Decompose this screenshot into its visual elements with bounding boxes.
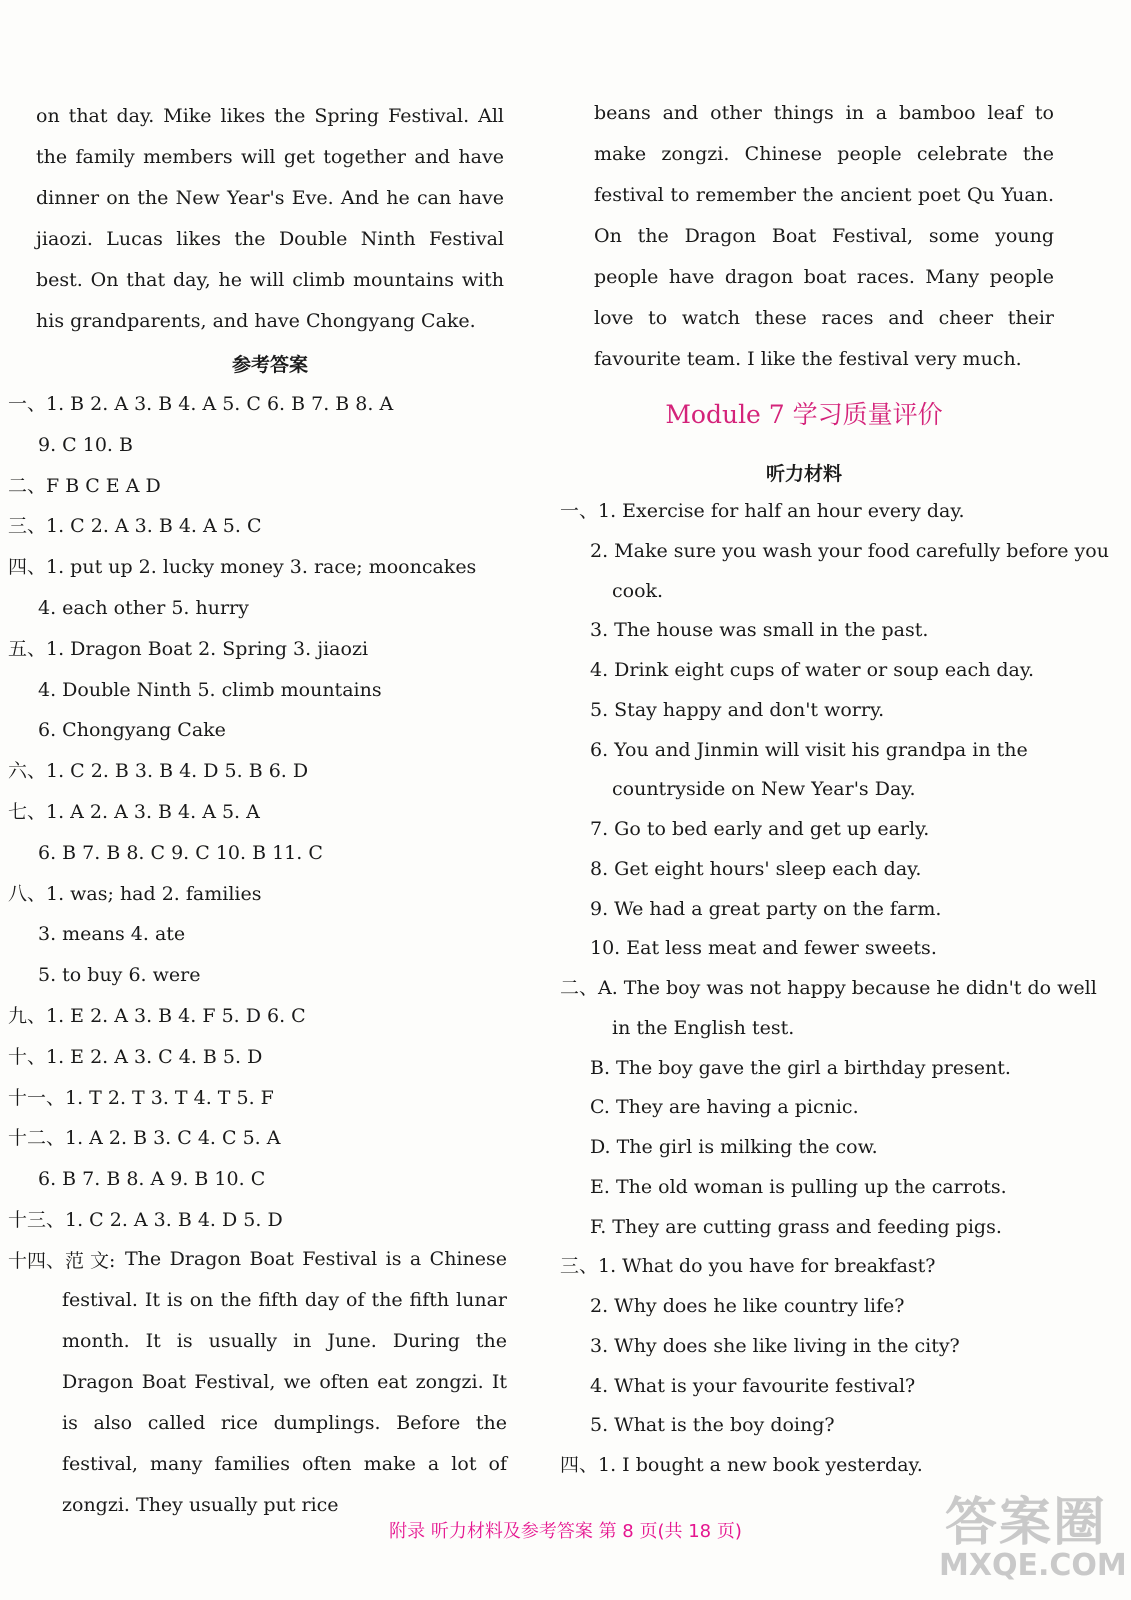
answer-line: 五、1. Dragon Boat 2. Spring 3. jiaozi xyxy=(8,637,369,660)
listening-line: 一、1. Exercise for half an hour every day. xyxy=(560,500,965,522)
answer-line: 6. B 7. B 8. A 9. B 10. C xyxy=(38,1168,266,1191)
answer-line: 4. Double Ninth 5. climb mountains xyxy=(38,678,382,701)
listening-line: 4. What is your favourite festival? xyxy=(590,1374,916,1397)
story-end-paragraph: on that day. Mike likes the Spring Festival. All the family members will get together and have dinner on the New Year's Eve. And he can have jiaozi. Lucas likes the Double Ninth Festival best. On that day, he will climb mountains with his grandparents, and have Chongyang Cake. xyxy=(36,105,504,332)
page-footer: 附录 听力材料及参考答案 第 8 页(共 18 页) xyxy=(389,1521,742,1542)
answer-line: 四、1. put up 2. lucky money 3. race; mooncakes xyxy=(8,556,477,579)
answer-line: 一、1. B 2. A 3. B 4. A 5. C 6. B 7. B 8. A xyxy=(8,393,394,415)
answer-line: 5. to buy 6. were xyxy=(38,964,201,987)
listening-line: 7. Go to bed early and get up early. xyxy=(590,818,930,840)
answer-line: 十、1. E 2. A 3. C 4. B 5. D xyxy=(8,1045,263,1068)
answers-heading: 参考答案 xyxy=(231,354,308,376)
answer-line: 6. Chongyang Cake xyxy=(38,719,226,742)
answer-line: 八、1. was; had 2. families xyxy=(8,882,262,905)
listening-line: D. The girl is milking the cow. xyxy=(590,1136,878,1158)
answer-line: 六、1. C 2. B 3. B 4. D 5. B 6. D xyxy=(8,760,309,783)
listening-line: E. The old woman is pulling up the carrots. xyxy=(590,1175,1007,1198)
listening-line: B. The boy gave the girl a birthday present. xyxy=(590,1056,1011,1079)
listening-line: 9. We had a great party on the farm. xyxy=(590,897,942,920)
answer-line: 三、1. C 2. A 3. B 4. A 5. C xyxy=(8,515,262,538)
listening-line: 3. The house was small in the past. xyxy=(590,619,929,642)
essay-paragraph: The Dragon Boat Festival is a Chinese festival. It is on the fifth day of the fifth lunar month. It is usually in June. During the Dragon Boat Festival, we often eat zongzi. It is also called rice dumplings. Before the festival, many families often make a lot of zongzi. They usually put rice xyxy=(62,1248,507,1516)
listening-line: 5. Stay happy and don't worry. xyxy=(590,698,885,721)
essay-end-paragraph: beans and other things in a bamboo leaf to make zongzi. Chinese people celebrate the festival to remember the ancient poet Qu Yuan. On the Dragon Boat Festival, some young people have dragon boat races. Many people love to watch these races and cheer their favourite team. I like the festival very much. xyxy=(594,102,1054,370)
answer-line: 十二、1. A 2. B 3. C 4. C 5. A xyxy=(8,1127,281,1150)
module-title: Module 7 学习质量评价 xyxy=(665,400,943,429)
listening-heading: 听力材料 xyxy=(765,463,842,485)
listening-line: 三、1. What do you have for breakfast? xyxy=(560,1255,936,1278)
listening-line: 6. You and Jinmin will visit his grandpa in the xyxy=(590,738,1028,761)
listening-line: 2. Why does he like country life? xyxy=(590,1295,905,1317)
listening-line: 四、1. I bought a new book yesterday. xyxy=(560,1454,923,1476)
listening-line: 8. Get eight hours' sleep each day. xyxy=(590,857,922,880)
answer-line: 十一、1. T 2. T 3. T 4. T 5. F xyxy=(8,1086,274,1109)
answer-line: 9. C 10. B xyxy=(38,433,133,456)
essay-label: 十四、范 文: xyxy=(8,1250,116,1272)
listening-line: 4. Drink eight cups of water or soup each day. xyxy=(590,659,1035,681)
answer-line: 3. means 4. ate xyxy=(38,923,186,946)
listening-line: 10. Eat less meat and fewer sweets. xyxy=(590,937,937,960)
answer-line: 4. each other 5. hurry xyxy=(38,597,249,619)
listening-line: 5. What is the boy doing? xyxy=(590,1414,835,1437)
listening-line: F. They are cutting grass and feeding pigs. xyxy=(590,1215,1002,1238)
answer-line: 二、F B C E A D xyxy=(8,474,161,497)
listening-line: 3. Why does she like living in the city? xyxy=(590,1334,960,1357)
listening-line: C. They are having a picnic. xyxy=(590,1096,859,1119)
listening-line: countryside on New Year's Day. xyxy=(612,778,916,801)
listening-line: cook. xyxy=(612,579,664,602)
answer-line: 十三、1. C 2. A 3. B 4. D 5. D xyxy=(8,1209,283,1231)
answer-line: 九、1. E 2. A 3. B 4. F 5. D 6. C xyxy=(8,1005,306,1027)
listening-line: 2. Make sure you wash your food carefully before you xyxy=(590,539,1109,562)
watermark-logo xyxy=(935,1478,1125,1593)
answer-line: 6. B 7. B 8. C 9. C 10. B 11. C xyxy=(38,841,323,864)
watermark-url: MXQE.COM xyxy=(939,1548,1127,1583)
listening-line: in the English test. xyxy=(612,1016,795,1039)
watermark-logo-text: 答案圈 xyxy=(945,1493,1108,1553)
listening-line: 二、A. The boy was not happy because he didn't do well xyxy=(560,977,1097,999)
answer-line: 七、1. A 2. A 3. B 4. A 5. A xyxy=(8,801,260,823)
